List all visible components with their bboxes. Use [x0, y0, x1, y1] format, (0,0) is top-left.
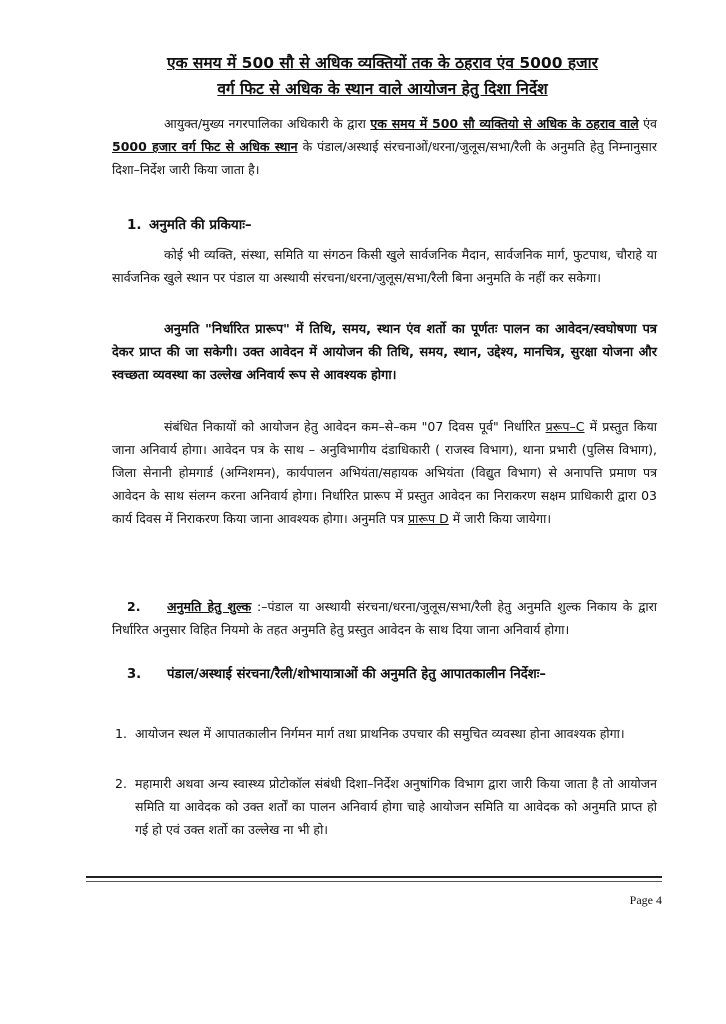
intro-text-2: एंव	[638, 116, 658, 131]
section-3-number: 3.	[127, 667, 142, 682]
form-d-reference: प्रारूप D	[407, 511, 449, 526]
section-1-para-3-text-a: संबंधित निकायों को आयोजन हेतु आवेदन कम–से–कम "07 दिवस पूर्व" निर्धारित	[164, 419, 546, 434]
section-2-number: 2.	[127, 599, 141, 614]
section-1-para-2	[112, 318, 657, 387]
section-1-para-1-text: कोई भी व्यक्ति, संस्था, समिति या संगठन किसी खुले सार्वजनिक मैदान, सार्वजनिक मार्ग, फुटपाथ, चौराहे या सार्वजनिक खुले स्थान पर पंडाल या अस्थायी संरचना/धरना/जुलूस/सभा/रैली बिना अनुमति के नहीं कर सकेगा।	[112, 247, 657, 285]
list-item-number: 2.	[115, 776, 127, 791]
section-1-para-3-text-b: में प्रस्तुत किया जाना अनिवार्य होगा। आवेदन पत्र के साथ – अनुविभागीय दंडाधिकारी ( राजस्व विभाग), थाना प्रभारी (पुलिस विभाग), जिला सेनानी होमगार्ड (अग्निशमन), कार्यपालन अभियंता/सहायक अभियंता (विद्युत विभाग) से अनापत्ति प्रमाण पत्र आवेदन के साथ संलग्न करना अनिवार्य होगा। निर्धारित प्रारूप में प्रस्तुत आवेदन का निराकरण सक्षम प्राधिकारी द्वारा 03 कार्य दिवस में निराकरण किया जाना आवश्यक होगा। अनुमति पत्र	[112, 419, 657, 526]
list-item	[115, 772, 657, 841]
section-2-title: अनुमति हेतु शुल्क	[167, 599, 252, 614]
section-1-para-3-text-c: में जारी किया जायेगा।	[448, 511, 552, 526]
section-1-para-3	[112, 415, 657, 530]
intro-bold-1: एक समय में 500 सौ व्यक्तियो से अधिक के ठहराव वाले	[370, 116, 639, 131]
section-2-text: :–पंडाल या अस्थायी संरचना/धरना/जुलूस/सभा/रैली हेतु अनुमति शुल्क निकाय के द्वारा निर्धारित अनुसार विहित नियमो के तहत अनुमति हेतु प्रस्तुत आवेदन के साथ दिया जाना अनिवार्य होगा।	[112, 599, 657, 637]
intro-text-3: के पंडाल/अस्थाई संरचनाओं/धरना/जुलूस/सभा/रैली के अनुमति हेतु निम्नानुसार दिशा–निर्देश जारी किया जाता है।	[112, 139, 657, 177]
intro-paragraph	[112, 112, 657, 181]
footer-rule-thick	[86, 876, 662, 878]
section-1-para-2-text: अनुमति "निर्धारित प्रारूप" में तिथि, समय, स्थान एंव शर्तो का पूर्णतः पालन का आवेदन/स्वघोषणा पत्र देकर प्राप्त की जा सकेगी। उक्त आवेदन में आयोजन की तिथि, समय, स्थान, उद्देश्य, मानचित्र, सुरक्षा योजना और स्वच्छता व्यवस्था का उल्लेख अनिवार्य रूप से आवश्यक होगा।	[112, 322, 657, 383]
section-1-heading	[127, 215, 252, 233]
footer-rule-thin	[86, 881, 662, 882]
list-item-text: महामारी अथवा अन्य स्वास्थ्य प्रोटोकॉल संबंधी दिशा–निर्देश अनुषांगिक विभाग द्वारा जारी किया जाता है तो आयोजन समिति या आवेदक को उक्त शर्तों का पालन अनिवार्य होगा चाहे आयोजन समिति या आवेदक को अनुमति प्राप्त हो गई हो एवं उक्त शर्तो का उल्लेख ना भी हो।	[135, 776, 657, 837]
section-3-heading	[112, 663, 657, 686]
list-item-number: 1.	[115, 726, 127, 741]
list-item-text: आयोजन स्थल में आपातकालीन निर्गमन मार्ग तथा प्राथनिक उपचार की समुचित व्यवस्था होना आवश्यक होगा।	[135, 726, 625, 741]
list-item	[115, 722, 657, 745]
intro-text-1: आयुक्त/मुख्य नगरपालिका अधिकारी के द्वारा	[164, 116, 371, 131]
section-1-para-1	[112, 243, 657, 289]
section-1-title: अनुमति की प्रकियाः–	[149, 217, 252, 233]
title-line-1: एक समय में 500 सौ से अधिक व्यक्तियों तक के ठहराव एंव 5000 हजार	[167, 54, 598, 72]
section-3-title: पंडाल/अस्थाई संरचना/रैली/शोभायात्राओं की अनुमति हेतु आपातकालीन निर्देशः–	[167, 667, 546, 682]
title-line-2: वर्ग फिट से अधिक के स्थान वाले आयोजन हेतु दिशा निर्देश	[217, 80, 548, 98]
section-2-paragraph	[112, 595, 657, 641]
page-number: Page 4	[629, 893, 662, 907]
intro-bold-2: 5000 हजार वर्ग फिट से अधिक स्थान	[112, 139, 298, 154]
section-1-number: 1.	[127, 217, 142, 233]
form-c-reference: प्ररूप–C	[545, 419, 585, 434]
document-title	[100, 50, 665, 102]
